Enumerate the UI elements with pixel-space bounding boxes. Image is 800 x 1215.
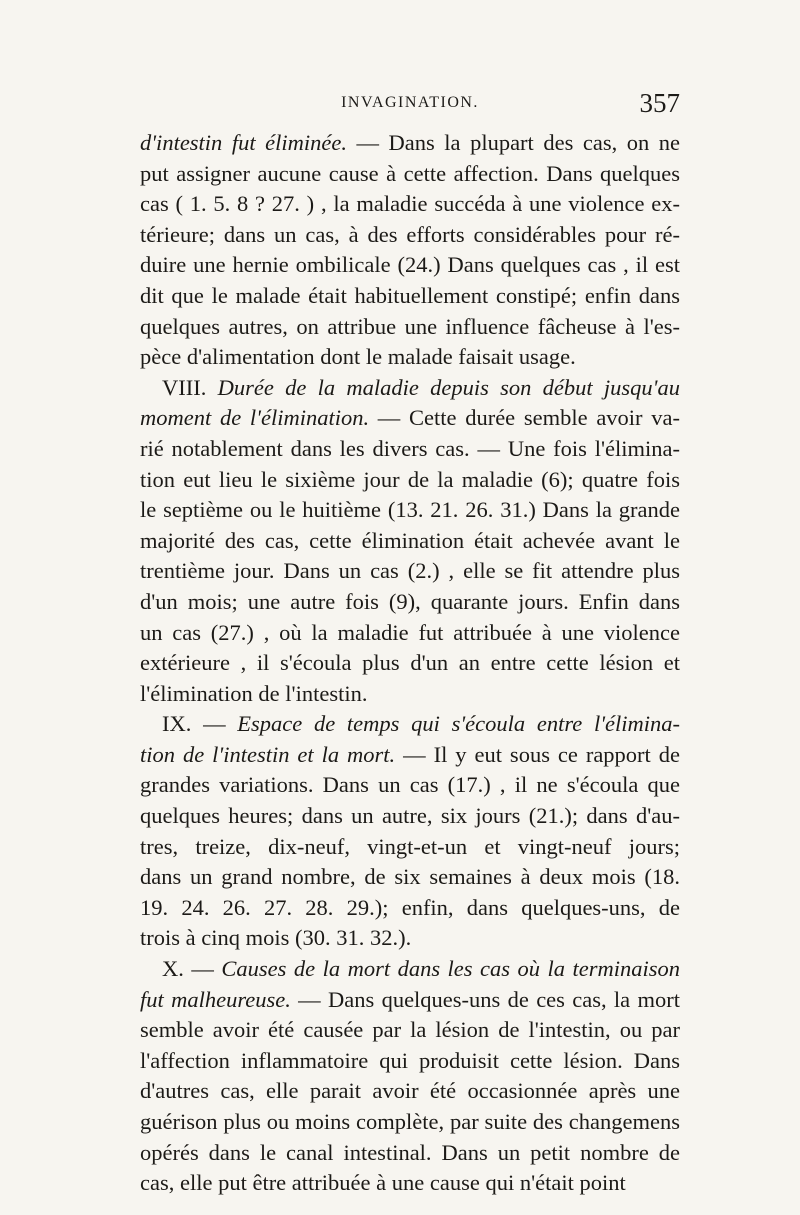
text-line bbox=[140, 1076, 680, 1107]
text-segment: — Cette durée semble avoir va- bbox=[369, 405, 680, 431]
text-line bbox=[140, 587, 680, 618]
text-segment: put assigner aucune cause à cette affection. Dans quelques bbox=[140, 160, 680, 186]
text-line bbox=[140, 985, 680, 1016]
text-line bbox=[140, 403, 680, 434]
italic-text: d'intestin fut éliminée. bbox=[140, 130, 347, 155]
text-segment: trois à cinq mois (30. 31. 32.). bbox=[140, 925, 412, 951]
text-segment: tion eut lieu le sixième jour de la maladie (6); quatre fois bbox=[140, 466, 680, 492]
running-head bbox=[140, 88, 680, 122]
text-line bbox=[140, 495, 680, 526]
text-line bbox=[140, 801, 680, 832]
text-segment: X. — bbox=[162, 956, 222, 982]
text-segment: opérés dans le canal intestinal. Dans un petit nombre de bbox=[140, 1139, 680, 1165]
text-segment: grandes variations. Dans un cas (17.) , il ne s'écoula que bbox=[140, 772, 680, 798]
text-line bbox=[140, 1138, 680, 1169]
text-line bbox=[140, 1046, 680, 1077]
text-line bbox=[140, 679, 680, 710]
text-segment: quelques autres, on attribue une influence fâcheuse à l'es- bbox=[140, 313, 680, 339]
italic-text: Causes de la mort dans les cas où la terminaison bbox=[221, 956, 681, 982]
text-line bbox=[140, 648, 680, 679]
text-segment: — Il y eut sous ce rapport de bbox=[395, 741, 680, 767]
text-line bbox=[140, 312, 680, 343]
text-line bbox=[140, 250, 680, 281]
text-segment: d'autres cas, elle parait avoir été occasionnée après une bbox=[140, 1078, 680, 1104]
text-line bbox=[140, 832, 680, 863]
text-segment: guérison plus ou moins complète, par suite des changemens bbox=[140, 1109, 680, 1134]
text-segment: semble avoir été causée par la lésion de l'intestin, ou par bbox=[140, 1017, 680, 1043]
body-text bbox=[140, 128, 680, 1199]
text-segment: dit que le malade était habituellement constipé; enfin dans bbox=[140, 282, 680, 308]
text-segment: un cas (27.) , où la maladie fut attribuée à une violence bbox=[140, 619, 680, 645]
text-line bbox=[140, 189, 680, 220]
text-segment: — Dans la plupart des cas, on ne bbox=[346, 130, 681, 155]
text-segment: tres, treize, dix-neuf, vingt-et-un et vingt-neuf jours; bbox=[140, 833, 680, 859]
page-number: 357 bbox=[639, 88, 680, 118]
text-line bbox=[140, 465, 680, 496]
italic-text: moment de l'élimination. bbox=[140, 405, 370, 431]
text-line bbox=[140, 342, 680, 373]
text-segment: l'élimination de l'intestin. bbox=[140, 680, 368, 706]
text-line bbox=[140, 954, 680, 985]
text-line bbox=[140, 373, 680, 404]
text-line bbox=[140, 893, 680, 924]
text-segment: rié notablement dans les divers cas. — Une fois l'élimina- bbox=[140, 435, 680, 461]
text-segment: dans un grand nombre, de six semaines à deux mois (18. bbox=[140, 864, 680, 890]
text-segment: IX. — bbox=[162, 711, 238, 737]
text-segment: — Dans quelques-uns de ces cas, la mort bbox=[290, 986, 680, 1012]
text-line bbox=[140, 770, 680, 801]
text-segment: térieure; dans un cas, à des efforts considérables pour ré- bbox=[140, 221, 680, 247]
text-line bbox=[140, 709, 680, 740]
text-segment: quelques heures; dans un autre, six jours (21.); dans d'au- bbox=[140, 803, 680, 829]
text-line bbox=[140, 862, 680, 893]
text-segment: l'affection inflammatoire qui produisit cette lésion. Dans bbox=[140, 1047, 680, 1073]
text-line bbox=[140, 159, 680, 190]
text-segment: extérieure , il s'écoula plus d'un an entre cette lésion et bbox=[140, 650, 680, 676]
running-title: INVAGINATION. bbox=[341, 94, 479, 111]
text-line bbox=[140, 923, 680, 954]
text-line bbox=[140, 434, 680, 465]
text-line bbox=[140, 1168, 680, 1199]
text-line bbox=[140, 740, 680, 771]
text-line bbox=[140, 556, 680, 587]
text-line bbox=[140, 128, 680, 159]
italic-text: Durée de la maladie depuis son début jusqu'au bbox=[217, 374, 680, 400]
text-segment: le septième ou le huitième (13. 21. 26. 31.) Dans la grande bbox=[140, 497, 680, 523]
text-segment: majorité des cas, cette élimination était achevée avant le bbox=[140, 527, 680, 553]
text-segment: trentième jour. Dans un cas (2.) , elle se fit attendre plus bbox=[140, 558, 680, 584]
text-line bbox=[140, 1107, 680, 1138]
text-segment: pèce d'alimentation dont le malade faisait usage. bbox=[140, 344, 576, 370]
text-line bbox=[140, 220, 680, 251]
text-line bbox=[140, 526, 680, 557]
italic-text: Espace de temps qui s'écoula entre l'élimina- bbox=[237, 711, 680, 737]
text-segment: VIII. bbox=[162, 374, 218, 400]
italic-text: fut malheureuse. bbox=[140, 986, 291, 1012]
text-segment: d'un mois; une autre fois (9), quarante jours. Enfin dans bbox=[140, 588, 680, 614]
text-segment: duire une hernie ombilicale (24.) Dans quelques cas , il est bbox=[140, 252, 680, 278]
text-line bbox=[140, 618, 680, 649]
text-line bbox=[140, 1015, 680, 1046]
text-segment: cas, elle put être attribuée à une cause qui n'était point bbox=[140, 1170, 626, 1196]
text-line bbox=[140, 281, 680, 312]
italic-text: tion de l'intestin et la mort. bbox=[140, 741, 396, 767]
text-segment: 19. 24. 26. 27. 28. 29.); enfin, dans quelques-uns, de bbox=[140, 894, 680, 920]
text-segment: cas ( 1. 5. 8 ? 27. ) , la maladie succéda à une violence ex- bbox=[140, 191, 680, 217]
